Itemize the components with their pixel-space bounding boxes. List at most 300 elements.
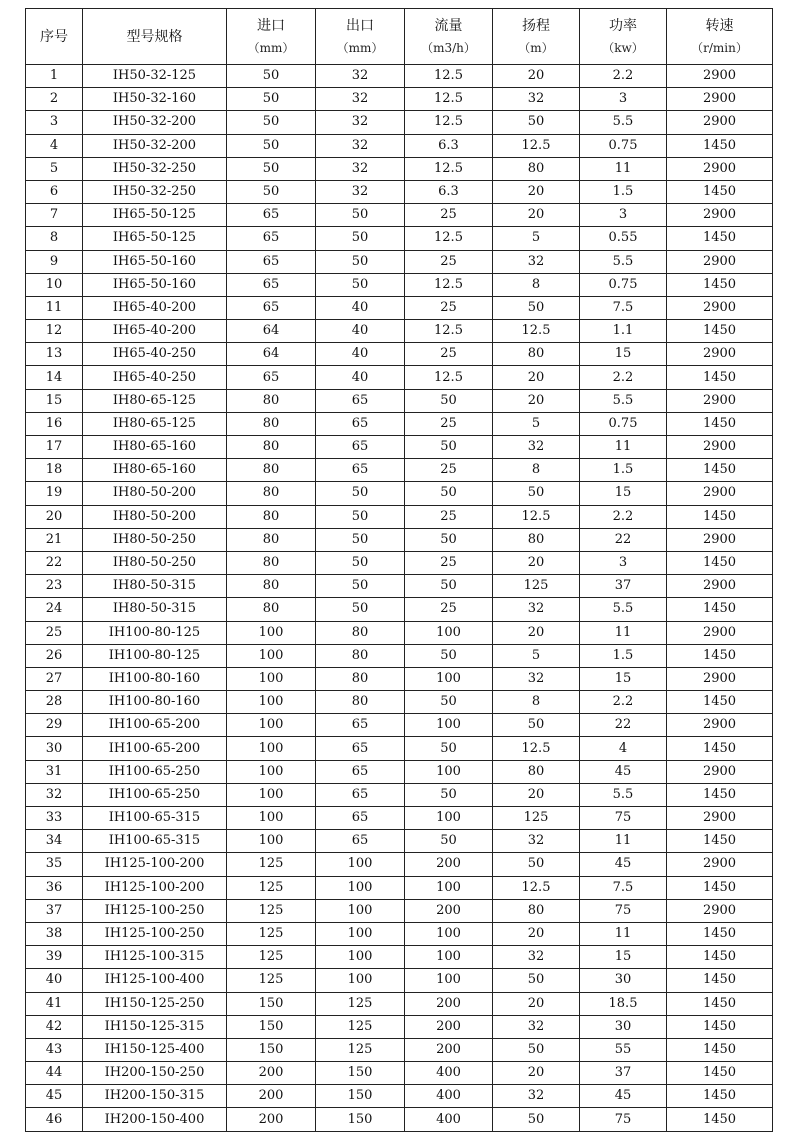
cell-inlet: 100 (227, 644, 316, 667)
table-row (26, 88, 773, 111)
cell-head: 20 (493, 65, 580, 88)
table-row (26, 180, 773, 203)
cell-model: IH65-50-125 (83, 227, 227, 250)
cell-index: 2 (26, 88, 83, 111)
table-row (26, 922, 773, 945)
cell-model: IH150-125-400 (83, 1038, 227, 1061)
cell-speed: 2900 (667, 204, 773, 227)
cell-model: IH100-65-200 (83, 737, 227, 760)
cell-head: 20 (493, 922, 580, 945)
cell-index: 34 (26, 830, 83, 853)
cell-model: IH65-40-200 (83, 296, 227, 319)
cell-speed: 2900 (667, 899, 773, 922)
cell-speed: 1450 (667, 1038, 773, 1061)
cell-inlet: 80 (227, 528, 316, 551)
cell-speed: 2900 (667, 436, 773, 459)
table-row (26, 1062, 773, 1085)
cell-head: 12.5 (493, 505, 580, 528)
table-row (26, 157, 773, 180)
cell-flow: 50 (405, 389, 493, 412)
cell-index: 20 (26, 505, 83, 528)
cell-head: 80 (493, 760, 580, 783)
cell-outlet: 50 (316, 273, 405, 296)
table-row (26, 389, 773, 412)
cell-model: IH80-50-315 (83, 575, 227, 598)
header-model: 型号规格 (83, 9, 227, 65)
cell-power: 0.75 (580, 134, 667, 157)
cell-index: 25 (26, 621, 83, 644)
table-body (26, 65, 773, 1132)
cell-speed: 1450 (667, 946, 773, 969)
cell-flow: 50 (405, 436, 493, 459)
cell-flow: 25 (405, 412, 493, 435)
cell-flow: 25 (405, 204, 493, 227)
cell-inlet: 50 (227, 111, 316, 134)
cell-power: 2.2 (580, 691, 667, 714)
table-row (26, 1108, 773, 1131)
cell-model: IH125-100-315 (83, 946, 227, 969)
cell-index: 1 (26, 65, 83, 88)
cell-power: 75 (580, 1108, 667, 1131)
cell-index: 43 (26, 1038, 83, 1061)
cell-power: 5.5 (580, 389, 667, 412)
cell-model: IH150-125-250 (83, 992, 227, 1015)
cell-head: 80 (493, 343, 580, 366)
cell-flow: 12.5 (405, 65, 493, 88)
cell-inlet: 50 (227, 88, 316, 111)
cell-power: 5.5 (580, 111, 667, 134)
cell-model: IH80-50-200 (83, 482, 227, 505)
cell-power: 1.5 (580, 180, 667, 203)
cell-model: IH100-80-160 (83, 667, 227, 690)
cell-index: 16 (26, 412, 83, 435)
cell-head: 32 (493, 88, 580, 111)
cell-speed: 2900 (667, 853, 773, 876)
cell-inlet: 150 (227, 1038, 316, 1061)
cell-index: 8 (26, 227, 83, 250)
cell-head: 8 (493, 691, 580, 714)
cell-outlet: 80 (316, 644, 405, 667)
cell-speed: 1450 (667, 412, 773, 435)
cell-model: IH125-100-400 (83, 969, 227, 992)
cell-power: 75 (580, 807, 667, 830)
cell-speed: 1450 (667, 134, 773, 157)
cell-power: 37 (580, 575, 667, 598)
cell-outlet: 65 (316, 830, 405, 853)
cell-head: 32 (493, 598, 580, 621)
cell-speed: 2900 (667, 343, 773, 366)
cell-model: IH100-65-315 (83, 830, 227, 853)
cell-head: 5 (493, 412, 580, 435)
table-row (26, 366, 773, 389)
cell-speed: 2900 (667, 88, 773, 111)
cell-power: 18.5 (580, 992, 667, 1015)
cell-flow: 25 (405, 505, 493, 528)
cell-head: 12.5 (493, 737, 580, 760)
cell-model: IH65-50-160 (83, 250, 227, 273)
cell-flow: 25 (405, 343, 493, 366)
cell-flow: 25 (405, 598, 493, 621)
table-row (26, 551, 773, 574)
cell-model: IH65-40-250 (83, 366, 227, 389)
cell-inlet: 80 (227, 459, 316, 482)
cell-inlet: 125 (227, 853, 316, 876)
cell-outlet: 40 (316, 320, 405, 343)
cell-inlet: 200 (227, 1085, 316, 1108)
cell-speed: 1450 (667, 505, 773, 528)
cell-index: 30 (26, 737, 83, 760)
cell-speed: 1450 (667, 551, 773, 574)
cell-flow: 12.5 (405, 320, 493, 343)
cell-outlet: 32 (316, 180, 405, 203)
cell-inlet: 50 (227, 157, 316, 180)
cell-speed: 1450 (667, 644, 773, 667)
cell-index: 23 (26, 575, 83, 598)
cell-inlet: 125 (227, 969, 316, 992)
cell-index: 45 (26, 1085, 83, 1108)
cell-model: IH100-65-250 (83, 760, 227, 783)
cell-flow: 12.5 (405, 227, 493, 250)
cell-head: 80 (493, 528, 580, 551)
cell-speed: 2900 (667, 667, 773, 690)
table-row (26, 227, 773, 250)
cell-outlet: 100 (316, 853, 405, 876)
cell-head: 50 (493, 296, 580, 319)
cell-head: 20 (493, 621, 580, 644)
table-row (26, 691, 773, 714)
cell-model: IH80-50-200 (83, 505, 227, 528)
cell-head: 32 (493, 1015, 580, 1038)
cell-model: IH150-125-315 (83, 1015, 227, 1038)
cell-outlet: 125 (316, 1038, 405, 1061)
cell-inlet: 100 (227, 667, 316, 690)
cell-index: 29 (26, 714, 83, 737)
cell-flow: 200 (405, 1015, 493, 1038)
cell-index: 26 (26, 644, 83, 667)
cell-head: 50 (493, 482, 580, 505)
cell-outlet: 50 (316, 482, 405, 505)
table-row (26, 899, 773, 922)
cell-speed: 2900 (667, 296, 773, 319)
cell-index: 13 (26, 343, 83, 366)
cell-outlet: 32 (316, 157, 405, 180)
cell-speed: 2900 (667, 714, 773, 737)
cell-outlet: 32 (316, 111, 405, 134)
cell-inlet: 100 (227, 783, 316, 806)
table-row (26, 459, 773, 482)
cell-inlet: 50 (227, 134, 316, 157)
cell-inlet: 100 (227, 621, 316, 644)
cell-inlet: 50 (227, 65, 316, 88)
cell-model: IH50-32-160 (83, 88, 227, 111)
cell-speed: 1450 (667, 1062, 773, 1085)
cell-model: IH50-32-250 (83, 180, 227, 203)
cell-index: 7 (26, 204, 83, 227)
cell-outlet: 65 (316, 389, 405, 412)
cell-power: 11 (580, 621, 667, 644)
cell-speed: 1450 (667, 737, 773, 760)
cell-inlet: 65 (227, 296, 316, 319)
cell-speed: 1450 (667, 227, 773, 250)
cell-index: 31 (26, 760, 83, 783)
cell-index: 4 (26, 134, 83, 157)
cell-power: 2.2 (580, 505, 667, 528)
cell-power: 15 (580, 343, 667, 366)
cell-power: 7.5 (580, 296, 667, 319)
cell-inlet: 80 (227, 598, 316, 621)
cell-outlet: 65 (316, 807, 405, 830)
cell-model: IH80-65-125 (83, 389, 227, 412)
cell-head: 8 (493, 459, 580, 482)
cell-flow: 100 (405, 969, 493, 992)
cell-flow: 50 (405, 830, 493, 853)
cell-power: 3 (580, 204, 667, 227)
header-outlet: 出口 （mm） (316, 9, 405, 65)
cell-inlet: 80 (227, 389, 316, 412)
cell-head: 20 (493, 366, 580, 389)
cell-outlet: 125 (316, 1015, 405, 1038)
cell-index: 24 (26, 598, 83, 621)
cell-model: IH65-50-125 (83, 204, 227, 227)
cell-index: 41 (26, 992, 83, 1015)
cell-speed: 1450 (667, 922, 773, 945)
cell-index: 36 (26, 876, 83, 899)
cell-head: 50 (493, 1108, 580, 1131)
cell-inlet: 64 (227, 320, 316, 343)
cell-head: 50 (493, 853, 580, 876)
cell-outlet: 50 (316, 227, 405, 250)
cell-flow: 12.5 (405, 157, 493, 180)
cell-inlet: 100 (227, 691, 316, 714)
cell-head: 50 (493, 714, 580, 737)
cell-inlet: 100 (227, 760, 316, 783)
cell-speed: 1450 (667, 598, 773, 621)
cell-power: 30 (580, 969, 667, 992)
cell-model: IH100-65-200 (83, 714, 227, 737)
cell-outlet: 40 (316, 296, 405, 319)
cell-speed: 2900 (667, 250, 773, 273)
cell-index: 15 (26, 389, 83, 412)
cell-inlet: 125 (227, 876, 316, 899)
cell-outlet: 50 (316, 575, 405, 598)
cell-model: IH100-65-250 (83, 783, 227, 806)
cell-power: 45 (580, 1085, 667, 1108)
cell-outlet: 150 (316, 1085, 405, 1108)
cell-outlet: 80 (316, 621, 405, 644)
cell-power: 15 (580, 667, 667, 690)
table-row (26, 992, 773, 1015)
cell-head: 32 (493, 250, 580, 273)
cell-model: IH125-100-200 (83, 853, 227, 876)
cell-outlet: 65 (316, 436, 405, 459)
table-row (26, 714, 773, 737)
cell-power: 45 (580, 853, 667, 876)
cell-head: 50 (493, 969, 580, 992)
table-row (26, 505, 773, 528)
cell-outlet: 50 (316, 551, 405, 574)
cell-speed: 1450 (667, 273, 773, 296)
table-row (26, 853, 773, 876)
table-row (26, 807, 773, 830)
cell-head: 32 (493, 946, 580, 969)
cell-speed: 2900 (667, 621, 773, 644)
cell-flow: 100 (405, 876, 493, 899)
cell-inlet: 200 (227, 1108, 316, 1131)
cell-inlet: 65 (227, 227, 316, 250)
cell-power: 1.5 (580, 459, 667, 482)
cell-model: IH100-65-315 (83, 807, 227, 830)
cell-head: 80 (493, 157, 580, 180)
cell-outlet: 40 (316, 343, 405, 366)
cell-index: 17 (26, 436, 83, 459)
cell-power: 3 (580, 551, 667, 574)
cell-inlet: 65 (227, 250, 316, 273)
cell-flow: 400 (405, 1085, 493, 1108)
cell-inlet: 100 (227, 737, 316, 760)
cell-inlet: 80 (227, 482, 316, 505)
cell-power: 0.75 (580, 412, 667, 435)
cell-power: 5.5 (580, 250, 667, 273)
cell-model: IH65-50-160 (83, 273, 227, 296)
table-row (26, 528, 773, 551)
table-row (26, 436, 773, 459)
cell-power: 0.75 (580, 273, 667, 296)
cell-power: 2.2 (580, 366, 667, 389)
cell-flow: 50 (405, 737, 493, 760)
cell-power: 5.5 (580, 783, 667, 806)
cell-head: 20 (493, 389, 580, 412)
cell-power: 3 (580, 88, 667, 111)
cell-flow: 12.5 (405, 273, 493, 296)
cell-index: 40 (26, 969, 83, 992)
cell-inlet: 125 (227, 922, 316, 945)
cell-power: 0.55 (580, 227, 667, 250)
cell-flow: 200 (405, 899, 493, 922)
cell-speed: 2900 (667, 111, 773, 134)
cell-model: IH65-40-200 (83, 320, 227, 343)
cell-model: IH50-32-250 (83, 157, 227, 180)
cell-index: 18 (26, 459, 83, 482)
table-row (26, 830, 773, 853)
cell-model: IH200-150-250 (83, 1062, 227, 1085)
cell-head: 12.5 (493, 876, 580, 899)
table-row (26, 1015, 773, 1038)
cell-inlet: 80 (227, 505, 316, 528)
cell-outlet: 32 (316, 134, 405, 157)
cell-power: 37 (580, 1062, 667, 1085)
cell-flow: 25 (405, 250, 493, 273)
cell-head: 80 (493, 899, 580, 922)
cell-index: 14 (26, 366, 83, 389)
cell-model: IH50-32-200 (83, 134, 227, 157)
cell-head: 125 (493, 575, 580, 598)
cell-head: 20 (493, 783, 580, 806)
cell-inlet: 64 (227, 343, 316, 366)
cell-index: 33 (26, 807, 83, 830)
cell-flow: 12.5 (405, 88, 493, 111)
table-row (26, 876, 773, 899)
cell-head: 20 (493, 204, 580, 227)
pump-spec-sheet (25, 8, 772, 1132)
cell-outlet: 150 (316, 1108, 405, 1131)
cell-flow: 200 (405, 992, 493, 1015)
header-speed: 转速 （r/min） (667, 9, 773, 65)
cell-power: 15 (580, 482, 667, 505)
cell-index: 42 (26, 1015, 83, 1038)
cell-power: 22 (580, 528, 667, 551)
cell-flow: 100 (405, 621, 493, 644)
table-row (26, 737, 773, 760)
cell-outlet: 100 (316, 876, 405, 899)
cell-model: IH50-32-200 (83, 111, 227, 134)
cell-inlet: 80 (227, 551, 316, 574)
cell-speed: 2900 (667, 482, 773, 505)
table-row (26, 296, 773, 319)
cell-power: 11 (580, 157, 667, 180)
cell-inlet: 80 (227, 575, 316, 598)
cell-flow: 100 (405, 760, 493, 783)
cell-index: 32 (26, 783, 83, 806)
cell-power: 75 (580, 899, 667, 922)
cell-power: 11 (580, 830, 667, 853)
cell-speed: 2900 (667, 389, 773, 412)
cell-model: IH100-80-125 (83, 644, 227, 667)
cell-flow: 100 (405, 667, 493, 690)
cell-power: 55 (580, 1038, 667, 1061)
cell-model: IH50-32-125 (83, 65, 227, 88)
cell-inlet: 80 (227, 412, 316, 435)
cell-outlet: 80 (316, 667, 405, 690)
cell-outlet: 65 (316, 459, 405, 482)
cell-inlet: 100 (227, 807, 316, 830)
cell-flow: 200 (405, 1038, 493, 1061)
cell-model: IH100-80-160 (83, 691, 227, 714)
cell-index: 27 (26, 667, 83, 690)
cell-power: 1.5 (580, 644, 667, 667)
header-index: 序号 (26, 9, 83, 65)
cell-flow: 12.5 (405, 366, 493, 389)
cell-speed: 1450 (667, 1108, 773, 1131)
cell-model: IH100-80-125 (83, 621, 227, 644)
cell-model: IH200-150-400 (83, 1108, 227, 1131)
cell-model: IH80-65-160 (83, 436, 227, 459)
cell-head: 20 (493, 1062, 580, 1085)
cell-outlet: 65 (316, 783, 405, 806)
table-row (26, 111, 773, 134)
cell-inlet: 50 (227, 180, 316, 203)
cell-model: IH80-50-250 (83, 551, 227, 574)
cell-index: 9 (26, 250, 83, 273)
table-row (26, 621, 773, 644)
cell-outlet: 40 (316, 366, 405, 389)
cell-outlet: 65 (316, 760, 405, 783)
cell-flow: 6.3 (405, 180, 493, 203)
cell-speed: 2900 (667, 65, 773, 88)
table-row (26, 575, 773, 598)
cell-power: 2.2 (580, 65, 667, 88)
cell-inlet: 65 (227, 273, 316, 296)
cell-model: IH80-65-160 (83, 459, 227, 482)
cell-head: 20 (493, 992, 580, 1015)
cell-flow: 50 (405, 482, 493, 505)
cell-head: 32 (493, 667, 580, 690)
cell-flow: 25 (405, 296, 493, 319)
table-row (26, 412, 773, 435)
header-row (26, 9, 773, 65)
cell-speed: 2900 (667, 528, 773, 551)
cell-head: 5 (493, 644, 580, 667)
cell-head: 20 (493, 180, 580, 203)
